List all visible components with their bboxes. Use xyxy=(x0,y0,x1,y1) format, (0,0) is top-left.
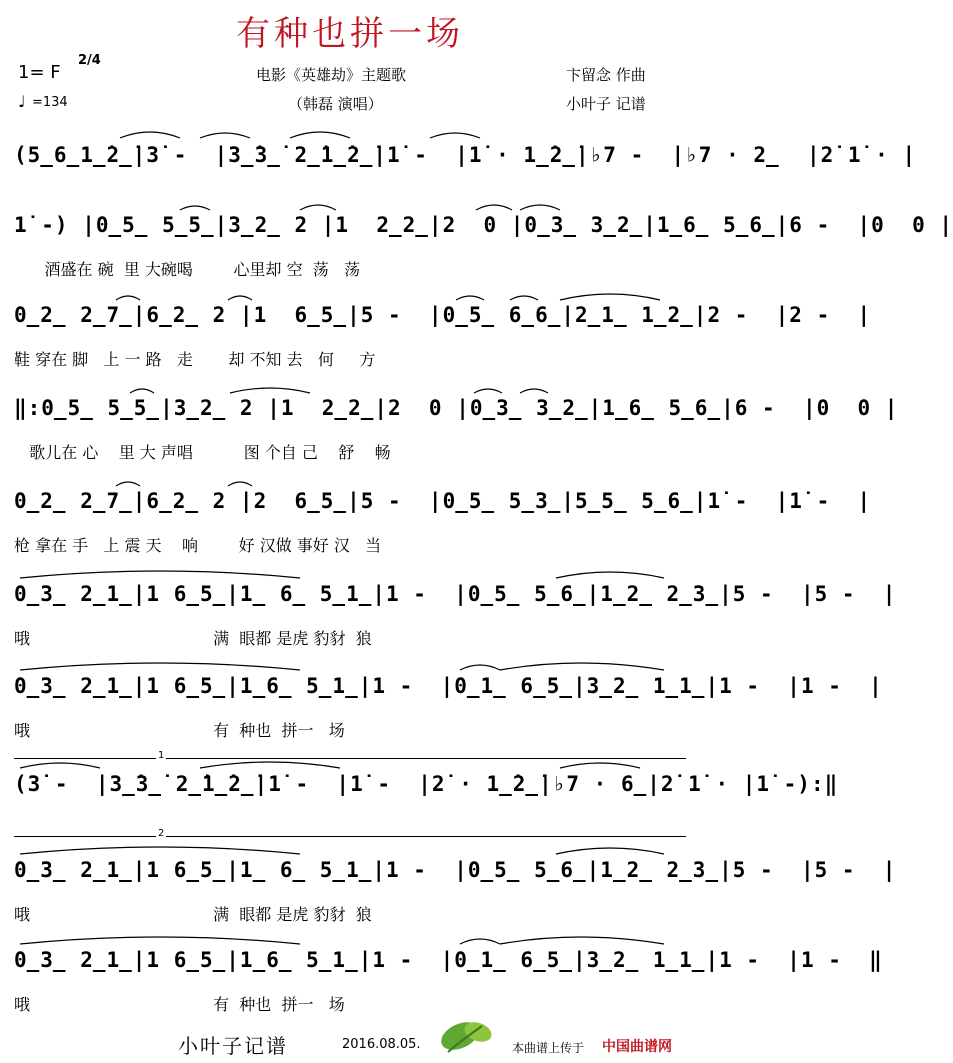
notation-row: ‖:0̲5̲ 5̲5̲|3̲2̲ 2 |1 2̲2̲|2 0 |0̲3̲ 3̲2̲|1̲6̲ 5̲6̲|6 - |0 0 | xyxy=(14,396,899,420)
key-signature: 1= F xyxy=(18,62,61,83)
lyrics-row: 哦 有 种也 拼一 场 xyxy=(14,721,345,740)
tempo-value: =134 xyxy=(32,95,68,110)
notation-row: (3̇ - |3̲̇3̲̇ 2̲̇1̲̇2̲̇|1̇ - |1̇ - |2̇ · 1̲̇2̲̇|♭7 · 6̲|2̇ 1̇ · |1̇ -):‖ xyxy=(14,772,839,796)
lyrics-row: 哦 有 种也 拼一 场 xyxy=(14,995,345,1014)
lyrics-row: 哦 满 眼都 是虎 豹豺 狼 xyxy=(14,629,372,648)
notation-row: 0̲3̲ 2̲1̲|1 6̲5̲|1̲ 6̲ 5̲1̲|1 - |0̲5̲ 5̲6̲|1̲2̲ 2̲3̲|5 - |5 - | xyxy=(14,582,897,606)
notation-row: 0̲3̲ 2̲1̲|1 6̲5̲|1̲6̲ 5̲1̲|1 - |0̲1̲ 6̲5̲|3̲2̲ 1̲1̲|1 - |1 - ‖ xyxy=(14,948,883,972)
time-signature-value: 2/4 xyxy=(78,53,101,68)
lyrics-row: 哦 满 眼都 是虎 豹豺 狼 xyxy=(14,905,372,924)
lyrics-row: 枪 拿在 手 上 震 天 响 好 汉做 事好 汉 当 xyxy=(14,536,382,555)
notation-row: 0̲3̲ 2̲1̲|1 6̲5̲|1̲6̲ 5̲1̲|1 - |0̲1̲ 6̲5̲|3̲2̲ 1̲1̲|1 - |1 - | xyxy=(14,674,883,698)
transcriber: 小叶子 记谱 xyxy=(566,95,646,113)
notation-row: 0̲3̲ 2̲1̲|1 6̲5̲|1̲ 6̲ 5̲1̲|1 - |0̲5̲ 5̲6̲|1̲2̲ 2̲3̲|5 - |5 - | xyxy=(14,858,897,882)
song-source: 电影《英雄劫》主题歌 xyxy=(256,66,407,84)
lyrics-row: 酒盛在 碗 里 大碗喝 心里却 空 荡 荡 xyxy=(14,260,361,279)
footer-date: 2016.08.05. xyxy=(342,1037,421,1052)
song-title: 有种也拼一场 xyxy=(236,14,464,54)
performer: （韩磊 演唱） xyxy=(288,95,383,113)
tempo-note-icon: ♩ xyxy=(18,92,26,111)
composer: 卞留念 作曲 xyxy=(566,66,646,84)
lyrics-row: 歌儿在 心 里 大 声唱 图 个自 己 舒 畅 xyxy=(14,443,391,462)
notation-row: (5̲6̲1̲̇2̲̇|3̇ - |3̲̇3̲̇ 2̲̇1̲̇2̲̇|1̇ - |1̇ · 1̲̇2̲̇|♭7 - |♭7 · 2̲ |2̇ 1̇ · | xyxy=(14,143,917,167)
notation-row: 0̲2̲ 2̲7̲|6̲2̲ 2 |1 6̲5̲|5 - |0̲5̲ 6̲6̲|2̲1̲ 1̲2̲|2 - |2 - | xyxy=(14,303,872,327)
volta-number: 2 xyxy=(158,828,165,839)
volta-number: 1 xyxy=(158,750,165,761)
footer-site-logo[interactable]: 中国曲谱网 xyxy=(602,1039,672,1055)
footer-signature: 小叶子记谱 xyxy=(178,1034,288,1058)
notation-row: 0̲2̲ 2̲7̲|6̲2̲ 2 |2 6̲5̲|5 - |0̲5̲ 5̲3̲|5̲5̲ 5̲6̲|1̇ - |1̇ - | xyxy=(14,489,872,513)
tea-leaf-icon xyxy=(430,1014,500,1060)
footer-upload-text: 本曲谱上传于 xyxy=(512,1041,585,1055)
notation-row: 1̇ -) |0̲5̲ 5̲5̲|3̲2̲ 2 |1 2̲2̲|2 0 |0̲3̲ 3̲2̲|1̲6̲ 5̲6̲|6 - |0 0 | xyxy=(14,213,953,237)
lyrics-row: 鞋 穿在 脚 上 一 路 走 却 不知 去 何 方 xyxy=(14,350,376,369)
